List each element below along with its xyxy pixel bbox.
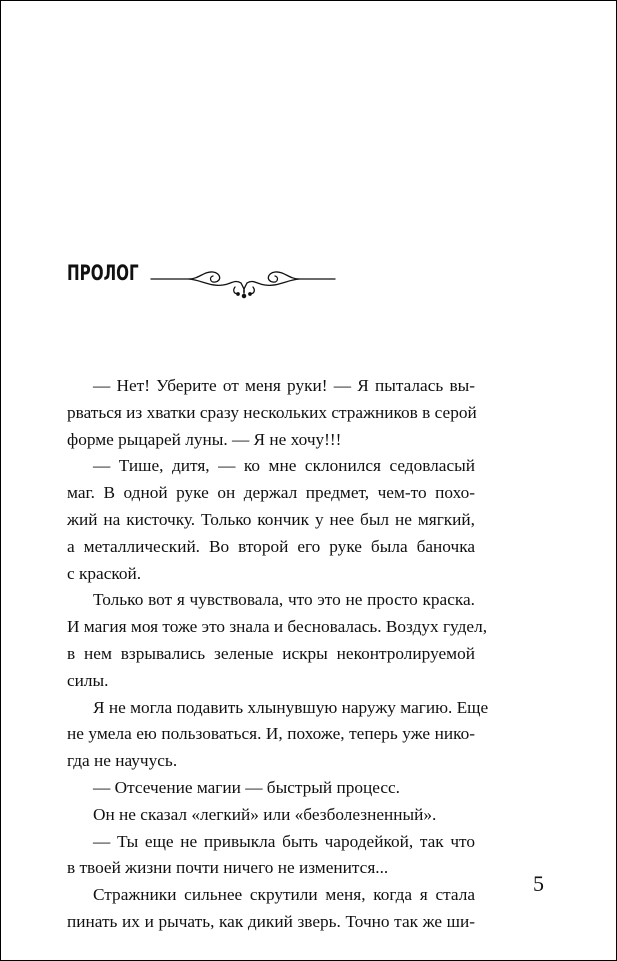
text-line: И магия моя тоже это знала и бесновалась. Воздух гудел, [67, 617, 488, 637]
text-line: — Нет! Уберите от меня руки! — Я пыталась вы- [93, 376, 475, 395]
text-line: жий на кисточку. Только кончик у нее был не мягкий, [67, 509, 475, 529]
text-line: Только вот я чувствовала, что это не просто краска. [93, 590, 475, 610]
text-line: — Отсечение магии — быстрый процесс. [93, 777, 401, 797]
text-line: — Тише, дитя, — ко мне склонился седовласый [93, 456, 475, 476]
text-line: не умела ею пользоваться. И, похоже, теперь уже нико- [67, 724, 475, 744]
text-line: — Ты еще не привыкла быть чародейкой, так что [93, 831, 475, 851]
chapter-title: ПРОЛОГ [67, 261, 139, 285]
text-line: силы. [67, 670, 109, 690]
text-line: форме рыцарей луны. — Я не хочу!!! [67, 429, 342, 449]
text-line: а металлический. Во второй его руке была баночка [67, 536, 475, 556]
text-line: Стражники сильнее скрутили меня, когда я стала [93, 885, 475, 905]
text-line: рваться из хватки сразу нескольких стражников в серой [67, 402, 477, 422]
chapter-heading-row [67, 261, 137, 285]
text-line: пинать их и рычать, как дикий зверь. Точно так же ши- [67, 911, 475, 931]
text-line: гда не научусь. [67, 751, 178, 771]
prologue-text [67, 373, 489, 936]
text-line: с краской. [67, 563, 142, 583]
page-number: 5 [533, 871, 544, 896]
text-line: в нем взрывались зеленые искры неконтролируемой [67, 643, 475, 663]
flourish-divider-icon [149, 263, 337, 303]
text-line: Он не сказал «легкий» или «безболезненный». [93, 804, 437, 824]
text-line: в твоей жизни почти ничего не изменится... [67, 858, 389, 878]
text-line: маг. В одной руке он держал предмет, чем-то похо- [67, 483, 475, 503]
text-line: Я не могла подавить хлынувшую наружу магию. Еще [93, 697, 489, 717]
